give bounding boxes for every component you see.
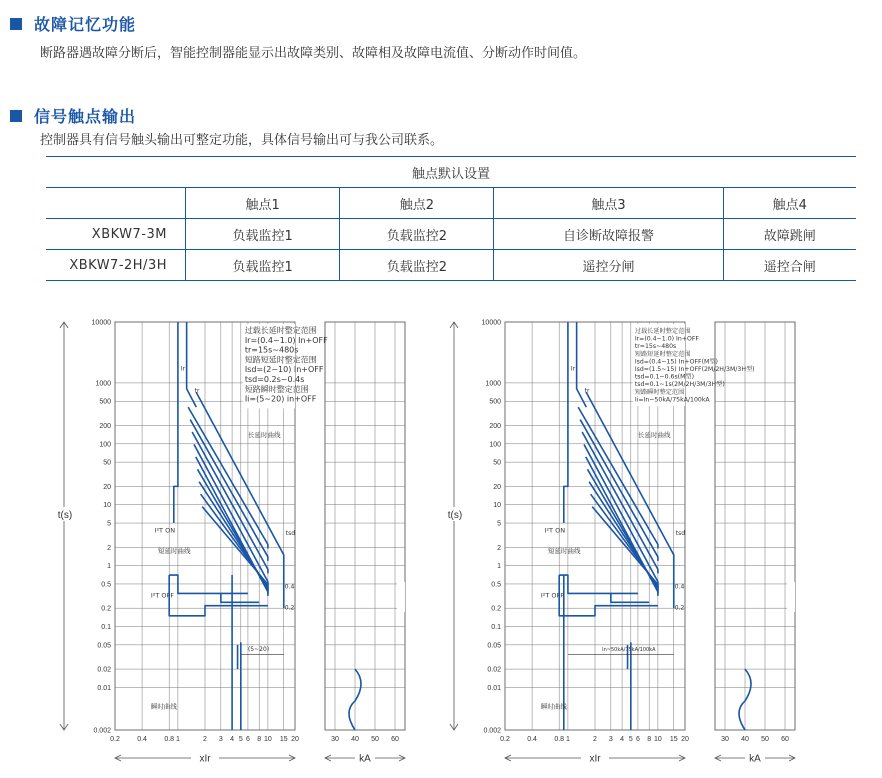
setting-range-note: 短路短延时整定范围 <box>634 350 691 358</box>
table-cell: 故障跳闸 <box>723 219 856 250</box>
setting-range-note: Ii=In~50kA/75kA/100kA <box>634 396 710 404</box>
x-tick-label-ka: 50 <box>371 736 379 743</box>
setting-range-note: Isd=(1.5~15) In+OFF(2M/2H/3M/3H型) <box>634 366 755 373</box>
tr-label: tr <box>194 387 200 395</box>
setting-range-note: 过载长延时整定范围 <box>244 326 317 335</box>
y-tick-label: 0.01 <box>487 684 501 692</box>
table-cell: 负载监控2 <box>340 219 494 250</box>
x-tick-label: 15 <box>279 736 288 743</box>
trip-curve-band <box>577 322 587 407</box>
x-tick-label: 0.8 <box>554 736 565 743</box>
table-cell: 遥控合闸 <box>723 250 856 281</box>
section-bullet-icon <box>10 110 22 122</box>
x-axis-label: xIr <box>589 753 601 765</box>
trip-curve-band <box>169 575 248 593</box>
trip-curve-band <box>587 469 657 594</box>
y-tick-label: 200 <box>99 422 111 430</box>
setting-range-note: tsd=0.1~1s(2M/2H/3M/3H型) <box>634 381 725 389</box>
x-tick-label: 8 <box>257 736 262 743</box>
setting-range-note: tr=15s~480s <box>634 343 677 351</box>
y-tick-label: 0.05 <box>97 642 111 650</box>
table-header-cell: 触点3 <box>494 188 723 219</box>
y-tick-label: 50 <box>493 459 501 467</box>
tsd-label: tsd <box>285 529 296 537</box>
gap-mask <box>787 582 795 612</box>
ir-label: Ir <box>570 365 576 373</box>
x-axis-label: xIr <box>199 753 211 765</box>
trip-curve-band <box>196 392 283 608</box>
setting-range-note: tsd=0.1~0.6s(M型) <box>634 373 695 381</box>
trip-curve-band <box>580 420 658 561</box>
x-tick-label: 2 <box>203 736 207 743</box>
setting-range-note: 短路瞬时整定范围 <box>634 388 685 396</box>
setting-range-note: tr=15s~480s <box>244 345 299 355</box>
value-label: 0.2 <box>674 604 685 612</box>
x-tick-label: 1 <box>565 736 570 743</box>
tsd-label: tsd <box>675 529 686 537</box>
x-tick-label: 8 <box>647 736 652 743</box>
long-delay-curve-label: 长延时曲线 <box>637 430 671 439</box>
x-axis-label-ka: kA <box>749 753 761 765</box>
i2t-on-label: I²T ON <box>544 526 566 535</box>
setting-range-note: Isd=(0.4~15) In+OFF(M型) <box>634 358 718 366</box>
x-tick-label: 5 <box>238 736 243 743</box>
table-cell: 自诊断故障报警 <box>494 219 723 250</box>
instant-curve-label: 瞬时曲线 <box>150 702 177 711</box>
y-tick-label: 5 <box>107 520 111 528</box>
instant-range-label: (5~20) <box>247 645 270 653</box>
trip-curve-band <box>589 482 658 592</box>
setting-range-note: Ir=(0.4~1.0) In+OFF <box>634 335 699 343</box>
y-tick-label: 0.02 <box>487 666 501 674</box>
short-delay-curve-label: 短延时曲线 <box>157 547 191 556</box>
plot-frame-ka <box>325 322 405 730</box>
instant-range-label: In~50kA/75kA/100kA <box>602 646 656 653</box>
x-tick-label-ka: 60 <box>391 736 399 743</box>
y-tick-label: 100 <box>489 441 501 449</box>
x-tick-label: 15 <box>669 736 678 743</box>
x-tick-label: 1 <box>175 736 180 743</box>
table-cell: 负载监控1 <box>186 250 340 281</box>
x-tick-label: 0.8 <box>164 736 175 743</box>
x-tick-label: 2 <box>593 736 597 743</box>
setting-range-note: Isd=(2~10) In+OFF <box>244 365 324 375</box>
x-tick-label: 10 <box>654 736 662 743</box>
x-tick-label-ka: 30 <box>331 736 339 743</box>
trip-curve-band <box>559 575 658 616</box>
x-tick-label: 0.4 <box>527 736 537 743</box>
trip-curve-band <box>202 507 268 589</box>
long-delay-curve-label: 长延时曲线 <box>247 430 281 439</box>
y-tick-label: 0.01 <box>97 684 111 692</box>
instant-curve-label: 瞬时曲线 <box>540 702 567 711</box>
short-delay-curve-label: 短延时曲线 <box>547 547 581 556</box>
setting-range-note: 短路短延时整定范围 <box>244 355 317 365</box>
y-tick-label: 2 <box>497 544 501 552</box>
y-tick-label: 0.002 <box>93 727 111 735</box>
setting-range-note: 过载长延时整定范围 <box>634 328 691 335</box>
x-tick-label-ka: 60 <box>781 736 789 743</box>
trip-curve-band <box>559 575 638 593</box>
table-row-model: XBKW7-3M <box>46 219 186 250</box>
i2t-off-label: I²T OFF <box>540 591 564 600</box>
gap-mask <box>397 582 405 612</box>
section-title: 故障记忆功能 <box>34 15 137 34</box>
value-label: 0.2 <box>284 604 295 612</box>
table-header-cell: 触点1 <box>186 188 340 219</box>
section-signal-output-header <box>10 104 136 127</box>
y-tick-label: 10 <box>493 502 501 510</box>
table-header-cell: 触点4 <box>723 188 856 219</box>
y-tick-label: 0.1 <box>491 624 501 632</box>
y-tick-label: 10 <box>103 502 111 510</box>
section-text: 断路器遇故障分断后，智能控制器能显示出故障类别、故障相及故障电流值、分断动作时间值。 <box>40 46 587 61</box>
y-tick-label: 1 <box>497 563 501 571</box>
y-axis-label: t(s) <box>57 510 73 521</box>
y-tick-label: 0.2 <box>101 605 111 613</box>
setting-range-note: 短路瞬时整定范围 <box>244 384 309 394</box>
x-tick-label: 20 <box>291 736 299 743</box>
trip-curve-band <box>190 420 268 561</box>
trip-curve-chart-left <box>50 312 410 772</box>
y-axis-label: t(s) <box>447 510 463 521</box>
y-tick-label: 0.002 <box>483 727 501 735</box>
y-tick-label: 20 <box>103 483 111 491</box>
y-tick-label: 0.1 <box>101 624 111 632</box>
contact-default-table <box>46 156 856 281</box>
value-label: 0.4 <box>674 583 685 591</box>
x-axis-label-ka: kA <box>359 753 371 765</box>
x-tick-label: 3 <box>608 736 613 743</box>
x-tick-label: 6 <box>245 736 250 743</box>
x-tick-label-ka: 40 <box>741 736 749 743</box>
y-tick-label: 20 <box>493 483 501 491</box>
x-tick-label: 4 <box>620 736 625 743</box>
table-header-cell <box>46 188 186 219</box>
i2t-on-label: I²T ON <box>154 526 176 535</box>
y-tick-label: 100 <box>99 441 111 449</box>
table-row-model: XBKW7-2H/3H <box>46 250 186 281</box>
y-tick-label: 50 <box>103 459 111 467</box>
y-tick-label: 10000 <box>91 319 111 327</box>
x-tick-label-ka: 40 <box>351 736 359 743</box>
y-tick-label: 10000 <box>481 319 501 327</box>
x-tick-label: 20 <box>681 736 689 743</box>
trip-curve-chart-right <box>440 312 800 772</box>
section-text: 控制器具有信号触头输出可整定功能，具体信号输出可与我公司联系。 <box>40 133 444 148</box>
trip-curve-band <box>169 575 268 616</box>
table-cell: 负载监控1 <box>186 219 340 250</box>
y-tick-label: 0.02 <box>97 666 111 674</box>
trip-curve-band <box>592 507 658 589</box>
trip-curve-band <box>174 322 178 523</box>
setting-range-note: Ir=(0.4~1.0) In+OFF <box>244 335 328 345</box>
plot-frame-ka <box>715 322 795 730</box>
trip-curve-band <box>586 392 673 608</box>
setting-range-note: Ii=(5~20) in+OFF <box>244 394 317 404</box>
y-tick-label: 1000 <box>485 380 501 388</box>
tr-label: tr <box>584 387 590 395</box>
x-tick-label: 4 <box>230 736 235 743</box>
table-cell: 负载监控2 <box>340 250 494 281</box>
x-tick-label: 5 <box>628 736 633 743</box>
trip-curve-band <box>199 482 268 592</box>
x-tick-label-ka: 30 <box>721 736 729 743</box>
x-tick-label-ka: 50 <box>761 736 769 743</box>
y-tick-label: 0.05 <box>487 642 501 650</box>
section-fault-memory-header <box>10 12 136 35</box>
y-tick-label: 2 <box>107 544 111 552</box>
y-tick-label: 1 <box>107 563 111 571</box>
x-tick-label: 3 <box>218 736 223 743</box>
x-tick-label: 10 <box>264 736 272 743</box>
y-tick-label: 200 <box>489 422 501 430</box>
y-tick-label: 5 <box>497 520 501 528</box>
x-tick-label: 0.2 <box>500 736 510 743</box>
x-tick-label: 0.2 <box>110 736 120 743</box>
table-header-cell: 触点2 <box>340 188 494 219</box>
x-tick-label: 0.4 <box>137 736 147 743</box>
y-tick-label: 1000 <box>95 380 111 388</box>
trip-curve-band <box>611 593 649 602</box>
y-tick-label: 500 <box>99 398 111 406</box>
value-label: 0.4 <box>284 583 295 591</box>
y-tick-label: 500 <box>489 398 501 406</box>
table-cell: 遥控分闸 <box>494 250 723 281</box>
i2t-off-label: I²T OFF <box>150 591 174 600</box>
y-tick-label: 0.5 <box>101 581 111 589</box>
table-caption: 触点默认设置 <box>46 157 856 188</box>
section-bullet-icon <box>10 18 22 30</box>
x-tick-label: 6 <box>635 736 640 743</box>
trip-curve-band <box>564 322 568 523</box>
trip-curve-band <box>221 593 259 602</box>
y-tick-label: 0.2 <box>491 605 501 613</box>
section-title: 信号触点输出 <box>34 107 137 126</box>
setting-range-note: tsd=0.2s~0.4s <box>244 375 305 384</box>
trip-curve-band <box>187 322 197 407</box>
ir-label: Ir <box>180 365 186 373</box>
y-tick-label: 0.5 <box>491 581 501 589</box>
